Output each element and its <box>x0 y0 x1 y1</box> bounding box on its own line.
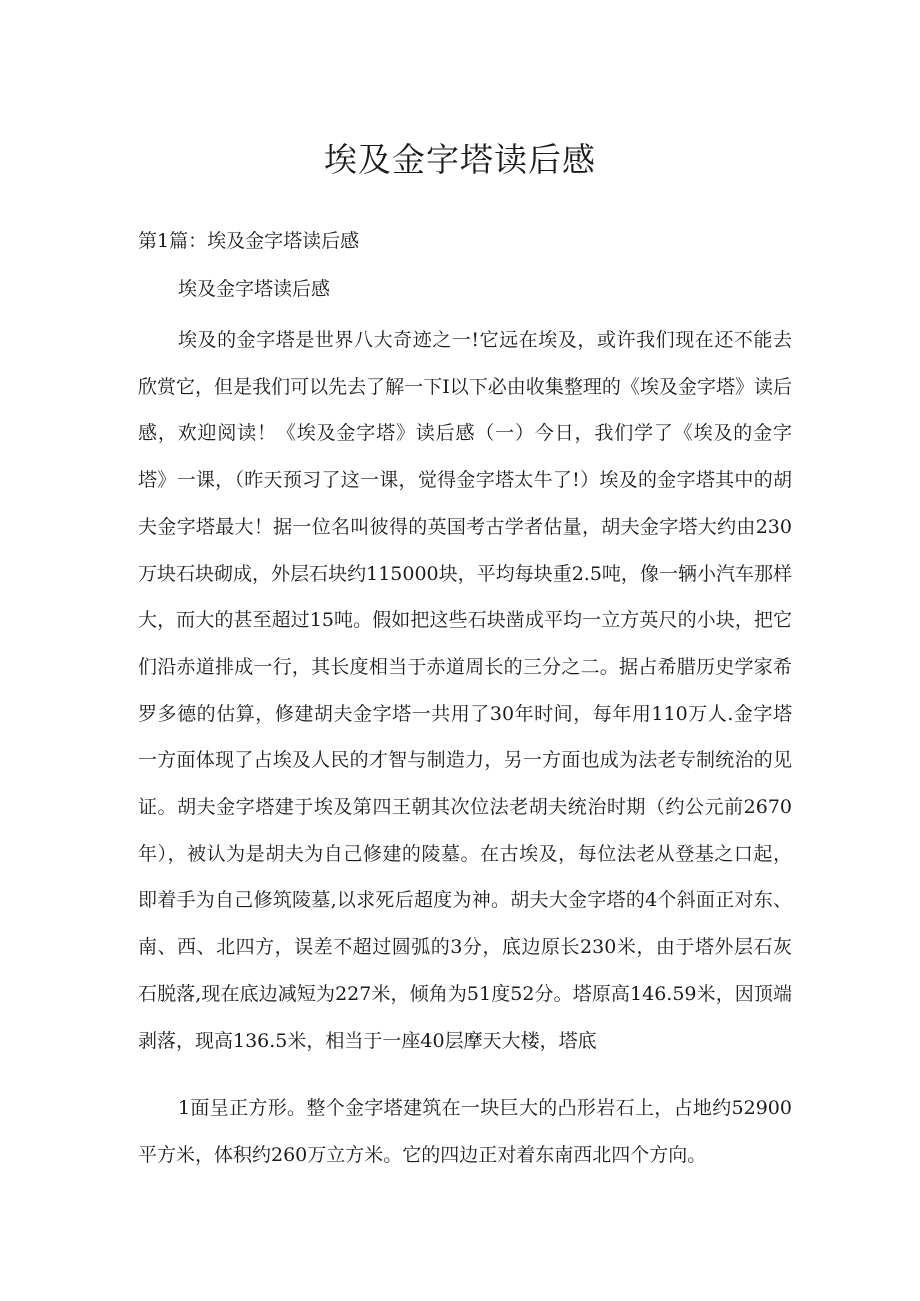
document-title: 埃及金字塔读后感 <box>324 140 596 179</box>
body-paragraph-1: 埃及的金字塔是世界八大奇迹之一!它远在埃及，或许我们现在还不能去欣赏它，但是我们可以先去了解一下I以下必由收集整理的《埃及金字塔》读后感，欢迎阅读！《埃及金字塔》读后感（一）今日，我们学了《埃及的金字塔》一课，（昨天预习了这一课，觉得金字塔太牛了!）埃及的金字塔其中的胡夫金字塔最大！据一位名叫彼得的英国考古学者估量，胡夫金字塔大约由230万块石块砌成，外层石块约115000块，平均每块重2.5吨，像一辆小汽车那样大，而大的甚至超过15吨。假如把这些石块凿成平均一立方英尺的小块，把它们沿赤道排成一行，其长度相当于赤道周长的三分之二。据占希腊历史学家希罗多德的估算，修建胡夫金字塔一共用了30年时间，每年用110万人.金字塔一方面体现了占埃及人民的才智与制造力，另一方面也成为法老专制统治的见证。胡夫金字塔建于埃及第四王朝其次位法老胡夫统治时期（约公元前2670年），被认为是胡夫为自己修建的陵墓。在古埃及，每位法老从登基之口起，即着手为自己修筑陵墓,以求死后超度为神。胡夫大金字塔的4个斜面正对东、南、西、北四方，误差不超过圆弧的3分，底边原长230米，由于塔外层石灰石脱落,现在底边减短为227米，倾角为51度52分。塔原高146.59米，因顶端剥落，现高136.5米，相当于一座40层摩天大楼，塔底 <box>138 329 792 1052</box>
article-subtitle: 埃及金字塔读后感 <box>178 278 331 300</box>
body-paragraph-2: 1面呈正方形。整个金字塔建筑在一块巨大的凸形岩石上，占地约52900平方米，体积约260万立方米。它的四边正对着东南西北四个方向。 <box>138 1097 792 1166</box>
section-heading: 第1篇：埃及金字塔读后感 <box>138 230 360 252</box>
